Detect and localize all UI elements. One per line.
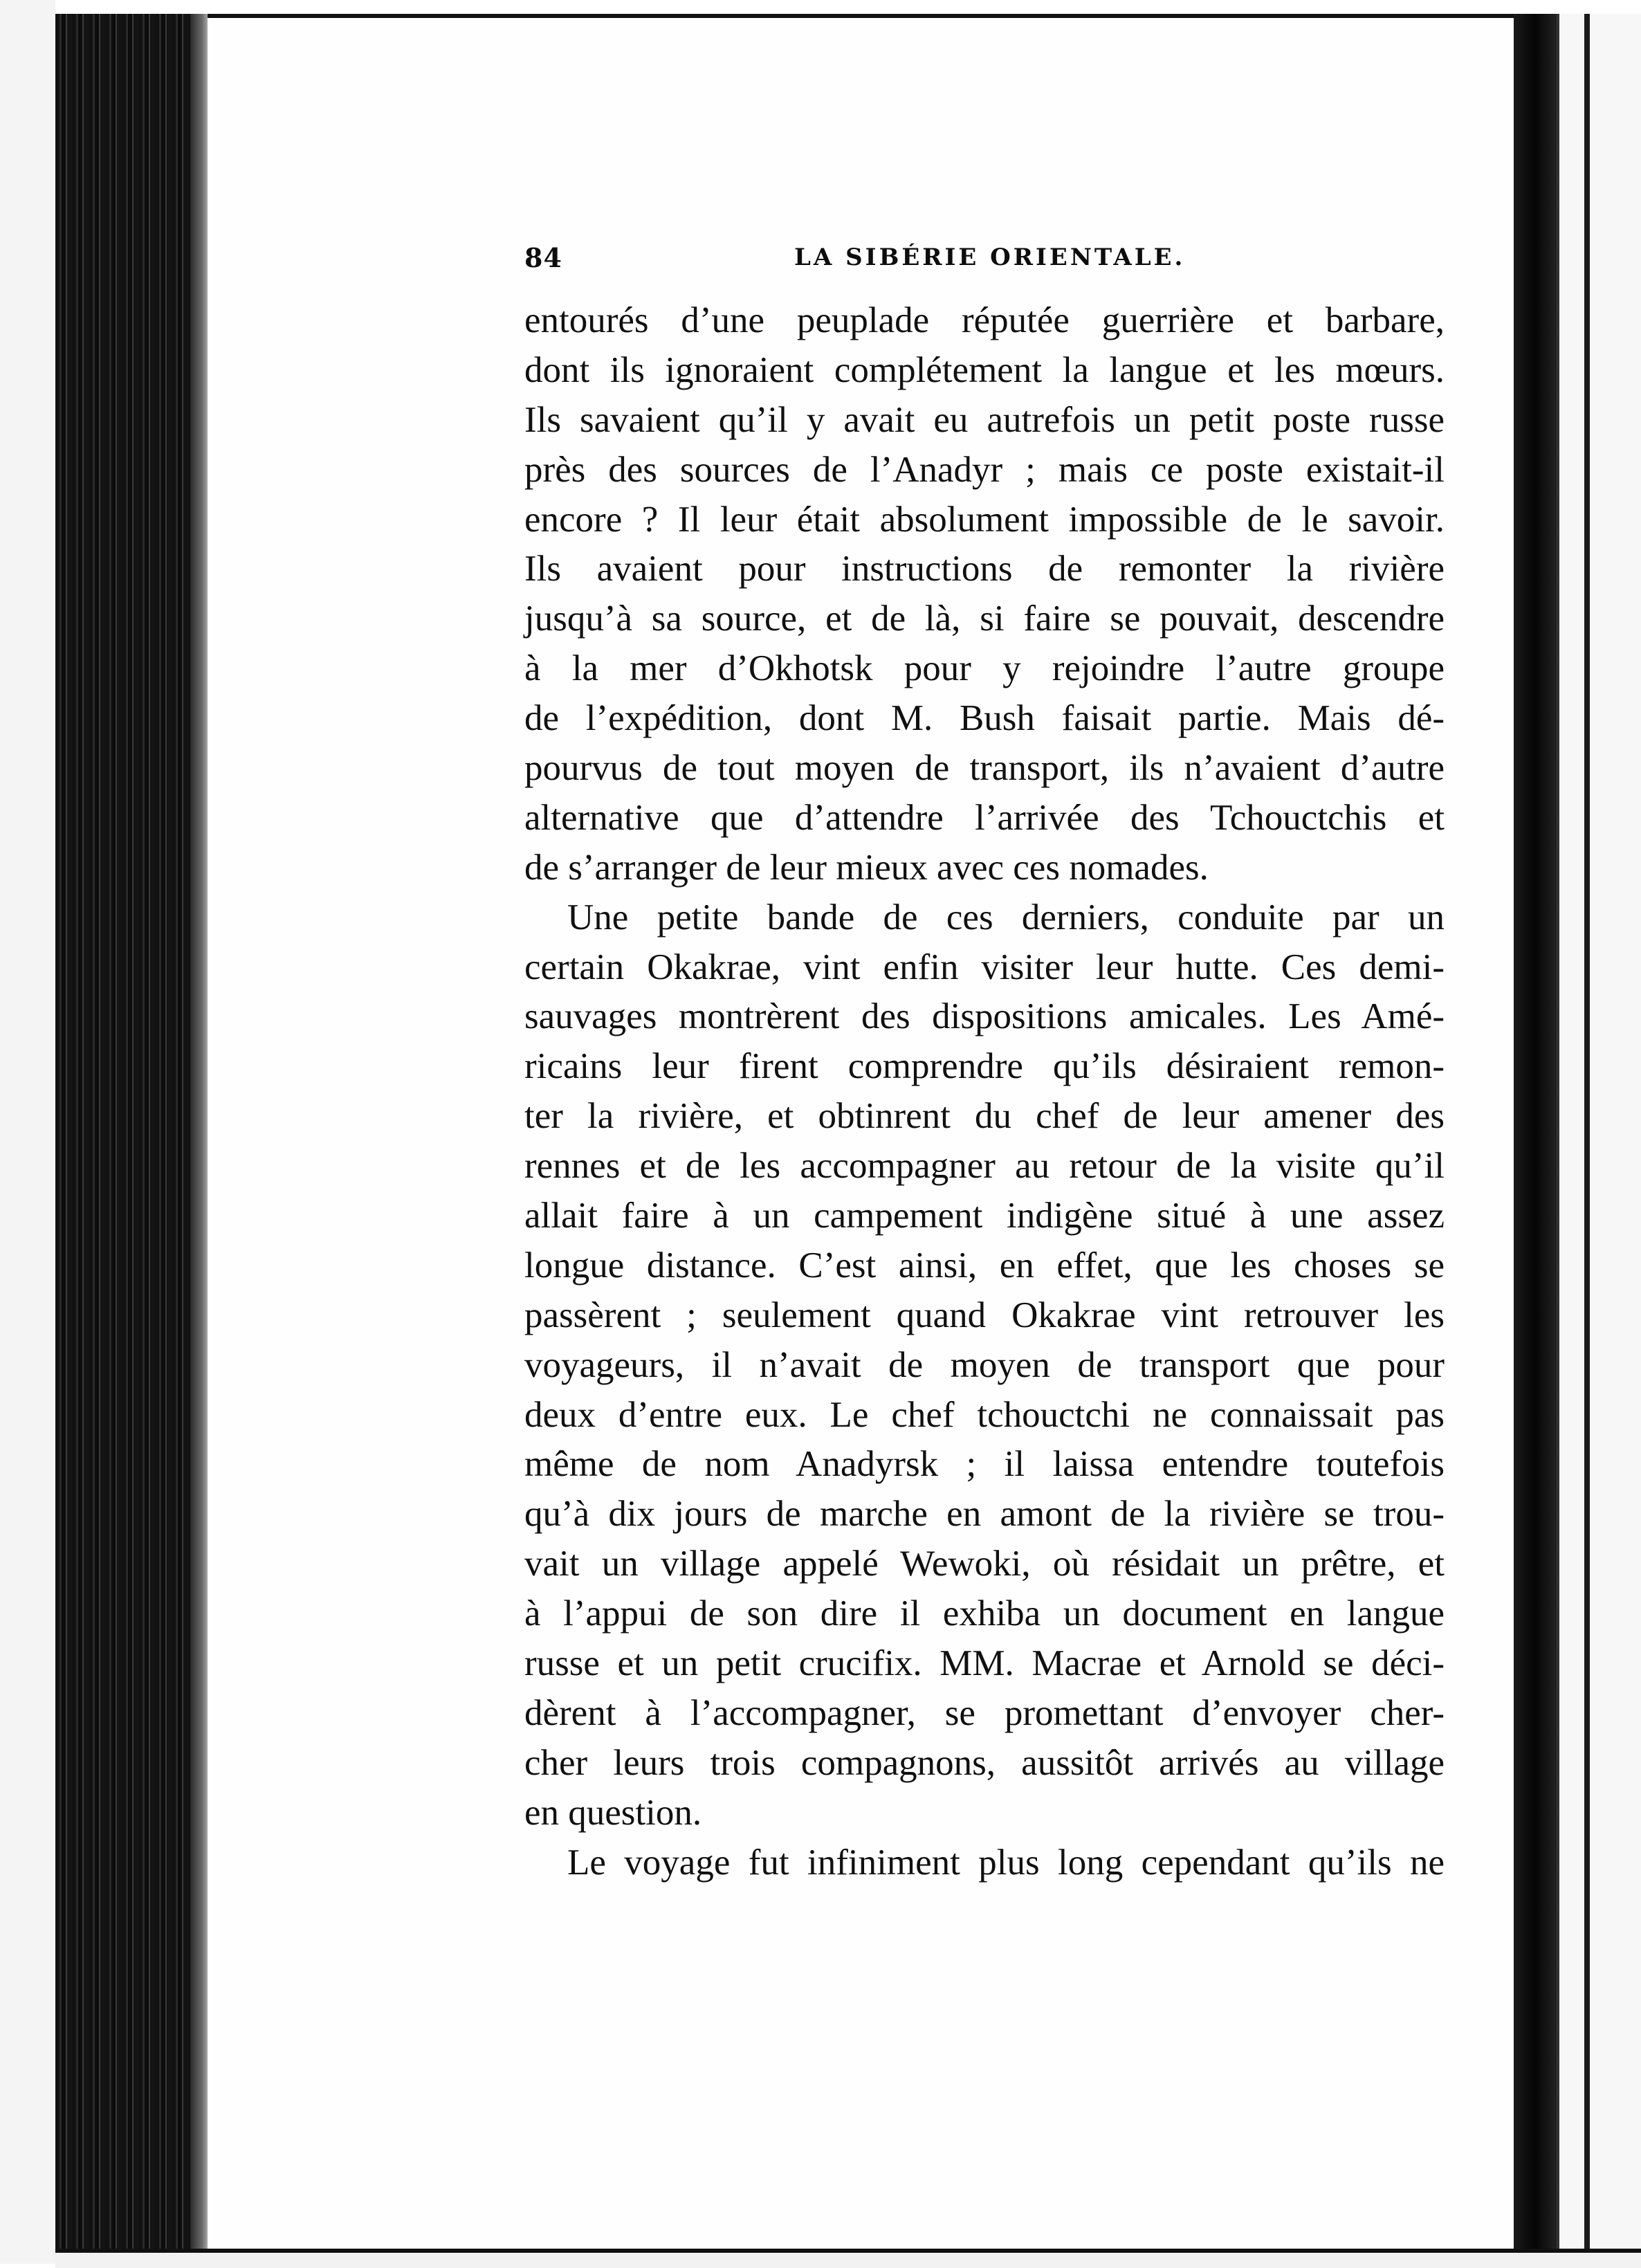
text-line: sauvages montrèrent des dispositions amicales. Les Amé- bbox=[524, 996, 1445, 1037]
text-line: dèrent à l’accompagner, se promettant d’envoyer cher- bbox=[524, 1692, 1445, 1733]
text-line: pourvus de tout moyen de transport, ils n’avaient d’autre bbox=[524, 748, 1445, 789]
text-line: de l’expédition, dont M. Bush faisait partie. Mais dé- bbox=[524, 698, 1445, 739]
text-line: voyageurs, il n’avait de moyen de transport que pour bbox=[524, 1344, 1445, 1385]
text-line: ter la rivière, et obtinrent du chef de leur amener des bbox=[524, 1096, 1445, 1137]
text-line: encore ? Il leur était absolument impossible de le savoir. bbox=[524, 499, 1445, 540]
text-line: à la mer d’Okhotsk pour y rejoindre l’autre groupe bbox=[524, 648, 1445, 689]
text-line: entourés d’une peuplade réputée guerrière et barbare, bbox=[524, 300, 1445, 340]
book-page-stack-edge bbox=[55, 14, 197, 2252]
book-right-edge bbox=[1514, 14, 1557, 2256]
scan-bottom-margin bbox=[55, 2249, 1641, 2268]
text-line: cher leurs trois compagnons, aussitôt arrivés au village bbox=[524, 1742, 1445, 1783]
paragraph-first-line: Une petite bande de ces derniers, conduite par un bbox=[567, 897, 1445, 938]
text-line: ricains leur firent comprendre qu’ils désiraient remon- bbox=[524, 1046, 1445, 1087]
text-line: deux d’entre eux. Le chef tchouctchi ne connaissait pas bbox=[524, 1394, 1445, 1435]
running-header-title: LA SIBÉRIE ORIENTALE. bbox=[794, 244, 1186, 271]
paragraph-first-line: Le voyage fut infiniment plus long cependant qu’ils ne bbox=[567, 1842, 1445, 1883]
page-number: 84 bbox=[524, 242, 562, 273]
book-gutter-shadow bbox=[190, 14, 210, 2252]
running-header bbox=[524, 242, 1445, 284]
text-line: certain Okakrae, vint enfin visiter leur hutte. Ces demi- bbox=[524, 946, 1445, 987]
text-line: Ils savaient qu’il y avait eu autrefois un petit poste russe bbox=[524, 399, 1445, 440]
next-page-edge bbox=[1584, 14, 1590, 2256]
text-line: même de nom Anadyrsk ; il laissa entendre toutefois bbox=[524, 1444, 1445, 1485]
text-line: rennes et de les accompagner au retour de la visite qu’il bbox=[524, 1146, 1445, 1187]
body-text bbox=[524, 296, 1445, 1888]
paragraph-last-line: en question. bbox=[524, 1792, 702, 1833]
scan-left-margin bbox=[0, 0, 55, 2264]
text-line: à l’appui de son dire il exhiba un document en langue bbox=[524, 1593, 1445, 1634]
text-line: Ils avaient pour instructions de remonter la rivière bbox=[524, 549, 1445, 589]
text-line: alternative que d’attendre l’arrivée des Tchouctchis et bbox=[524, 797, 1445, 838]
text-line: jusqu’à sa source, et de là, si faire se pouvait, descendre bbox=[524, 598, 1445, 639]
text-line: russe et un petit crucifix. MM. Macrae et Arnold se déci- bbox=[524, 1643, 1445, 1684]
text-line: près des sources de l’Anadyr ; mais ce poste existait-il bbox=[524, 449, 1445, 490]
text-line: longue distance. C’est ainsi, en effet, que les choses se bbox=[524, 1245, 1445, 1286]
paragraph-last-line: de s’arranger de leur mieux avec ces nomades. bbox=[524, 847, 1209, 888]
scan-right-margin bbox=[1557, 14, 1641, 2256]
text-line: qu’à dix jours de marche en amont de la rivière se trou- bbox=[524, 1494, 1445, 1535]
text-line: vait un village appelé Wewoki, où résidait un prêtre, et bbox=[524, 1544, 1445, 1584]
text-line: allait faire à un campement indigène situé à une assez bbox=[524, 1196, 1445, 1236]
text-line: passèrent ; seulement quand Okakrae vint retrouver les bbox=[524, 1295, 1445, 1335]
text-line: dont ils ignoraient complétement la langue et les mœurs. bbox=[524, 349, 1445, 390]
